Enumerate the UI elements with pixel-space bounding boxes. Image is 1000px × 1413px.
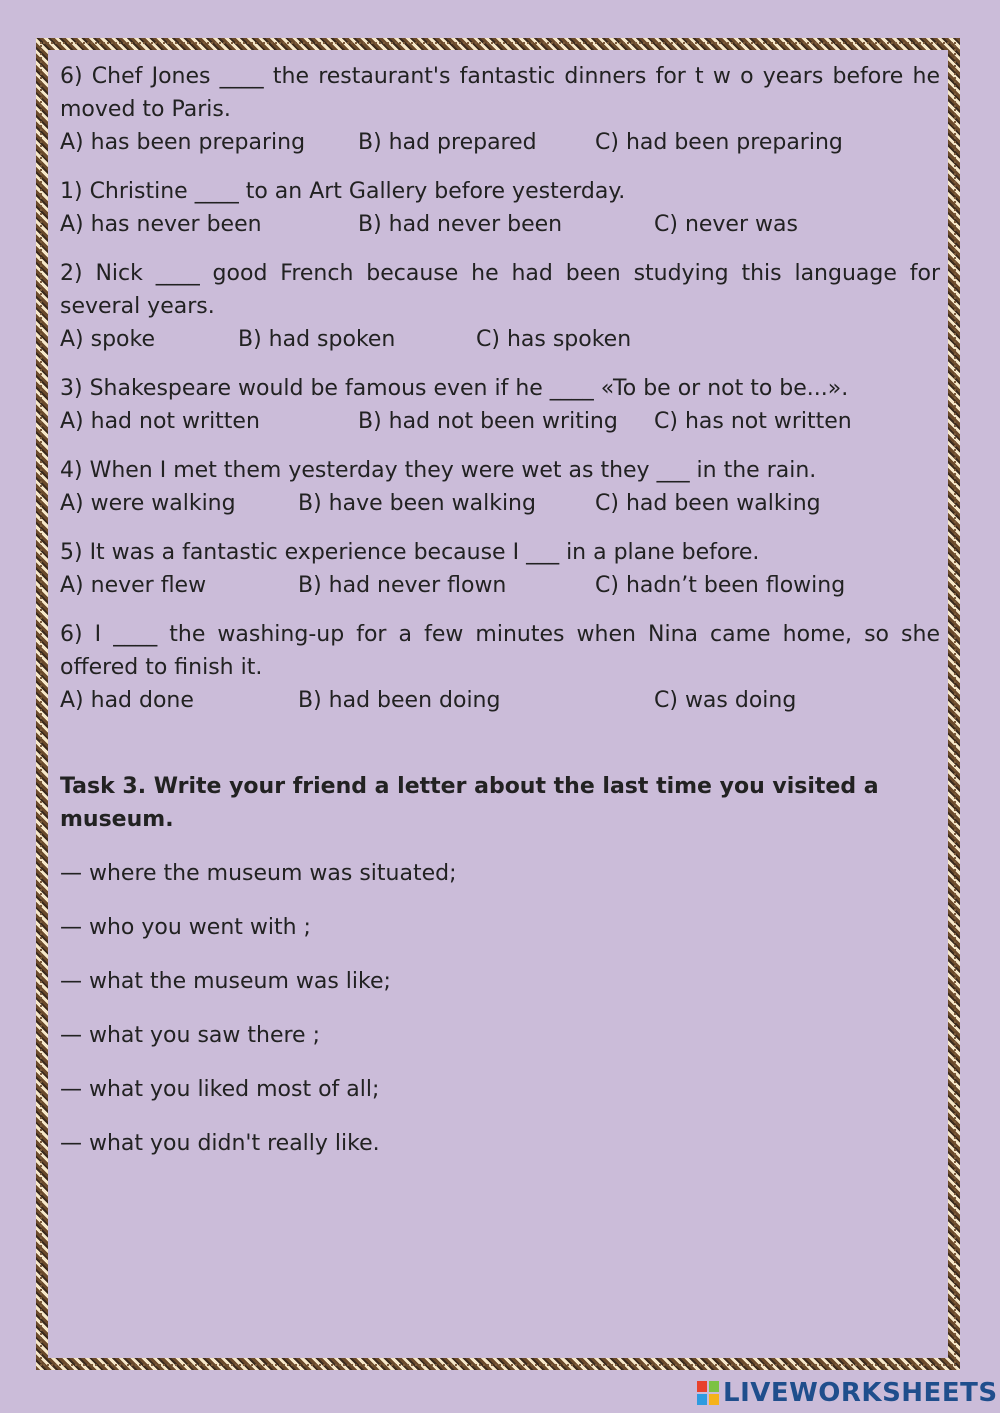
question-2	[60, 257, 940, 356]
option-a[interactable]: A) never flew	[60, 573, 207, 598]
logo-square	[709, 1394, 719, 1405]
answer-options	[60, 323, 940, 356]
option-c[interactable]: C) had been walking	[595, 491, 821, 516]
logo-square	[697, 1394, 707, 1405]
answer-options	[60, 208, 940, 241]
option-a[interactable]: A) spoke	[60, 327, 156, 352]
question-text: 4) When I met them yesterday they were wet as they ___ in the rain.	[60, 458, 817, 483]
option-b[interactable]: B) had never been	[358, 212, 563, 237]
option-a[interactable]: A) had done	[60, 688, 194, 713]
option-b[interactable]: B) had spoken	[238, 327, 396, 352]
question-5	[60, 536, 940, 602]
option-b[interactable]: B) have been walking	[298, 491, 536, 516]
question-1	[60, 175, 940, 241]
question-6a	[60, 60, 940, 159]
task-bullet: — what you didn't really like.	[60, 1131, 380, 1156]
liveworksheets-logo	[697, 1376, 998, 1410]
question-text: 1) Christine ____ to an Art Gallery before yesterday.	[60, 179, 626, 204]
option-a[interactable]: A) were walking	[60, 491, 236, 516]
task-3-title: Task 3. Write your friend a letter about the last time you visited a museum.	[60, 774, 879, 832]
option-c[interactable]: C) has spoken	[476, 327, 632, 352]
task-bullet: — what the museum was like;	[60, 969, 391, 994]
liveworksheets-logo-icon	[697, 1381, 719, 1405]
question-text: 2) Nick ____ good French because he had been studying this language for several years.	[60, 261, 940, 319]
question-3	[60, 372, 940, 438]
answer-options	[60, 126, 940, 159]
option-b[interactable]: B) had been doing	[298, 688, 501, 713]
option-a[interactable]: A) had not written	[60, 409, 260, 434]
question-text: 6) I ____ the washing-up for a few minutes when Nina came home, so she offered to finish it.	[60, 622, 940, 680]
option-c[interactable]: C) has not written	[654, 409, 852, 434]
brand-name: LIVEWORKSHEETS	[723, 1378, 998, 1408]
question-text: 6) Chef Jones ____ the restaurant's fantastic dinners for t w o years before he moved to Paris.	[60, 64, 940, 122]
option-b[interactable]: B) had prepared	[358, 130, 537, 155]
option-b[interactable]: B) had never flown	[298, 573, 507, 598]
option-a[interactable]: A) has been preparing	[60, 130, 306, 155]
option-c[interactable]: C) hadn’t been flowing	[595, 573, 846, 598]
option-c[interactable]: C) never was	[654, 212, 798, 237]
logo-square	[709, 1381, 719, 1392]
answer-options	[60, 487, 940, 520]
question-6b	[60, 618, 940, 717]
worksheet-content	[60, 60, 940, 1160]
task-bullet: — what you liked most of all;	[60, 1077, 380, 1102]
task-bullet: — who you went with ;	[60, 915, 311, 940]
question-text: 5) It was a fantastic experience because I ___ in a plane before.	[60, 540, 760, 565]
answer-options	[60, 569, 940, 602]
option-c[interactable]: C) had been preparing	[595, 130, 843, 155]
question-4	[60, 454, 940, 520]
option-a[interactable]: A) has never been	[60, 212, 262, 237]
task-bullet: — where the museum was situated;	[60, 861, 457, 886]
task-bullet: — what you saw there ;	[60, 1023, 320, 1048]
answer-options	[60, 405, 940, 438]
option-b[interactable]: B) had not been writing	[358, 409, 618, 434]
option-c[interactable]: C) was doing	[654, 688, 797, 713]
question-text: 3) Shakespeare would be famous even if he ____ «To be or not to be...».	[60, 376, 849, 401]
logo-square	[697, 1381, 707, 1392]
answer-options	[60, 684, 940, 717]
